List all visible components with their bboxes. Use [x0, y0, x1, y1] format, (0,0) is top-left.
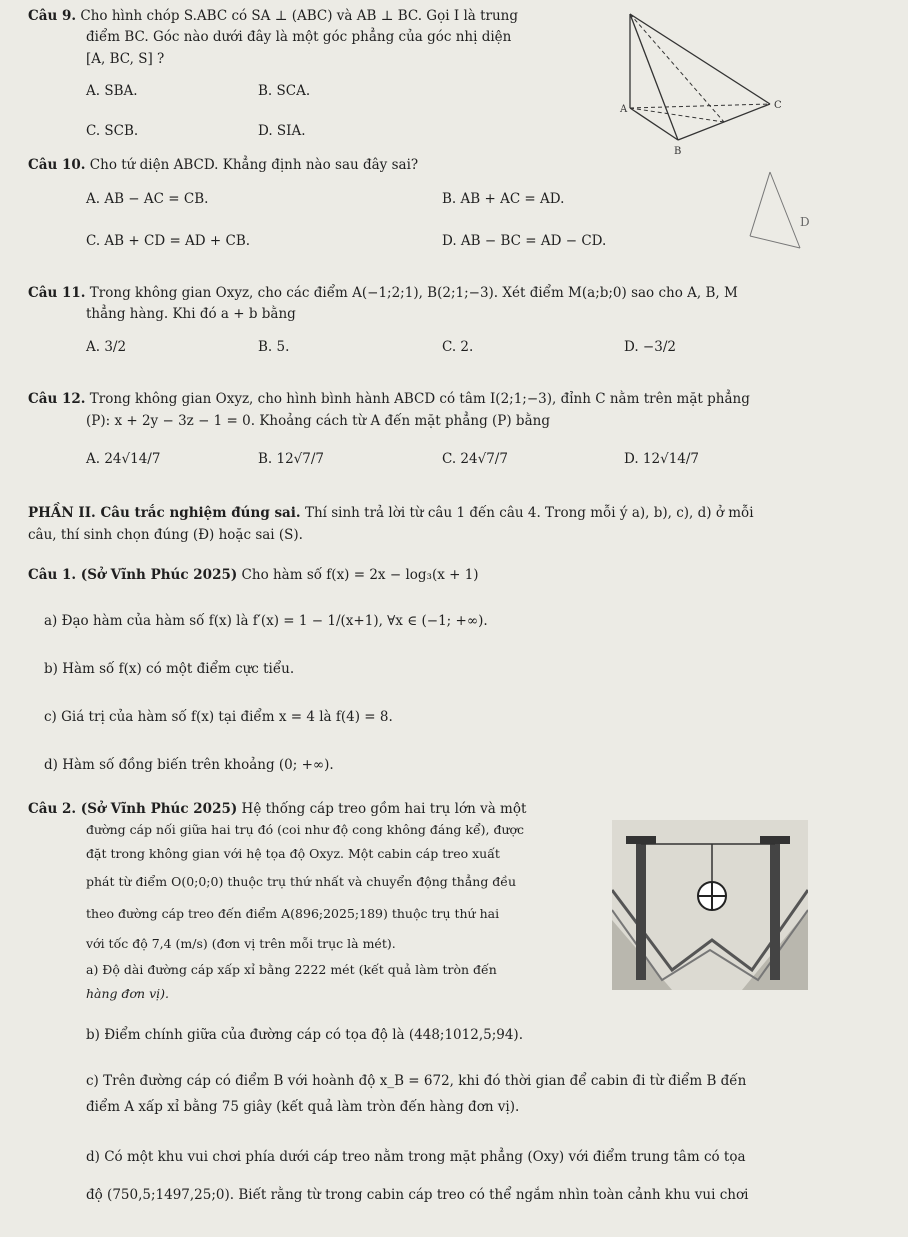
p2-statement-d-1: d) Có một khu vui chơi phía dưới cáp treo nằm trong mặt phẳng (Oxy) với điểm trung tâm có tọa: [86, 1149, 746, 1165]
q11-option-a: A. 3/2: [86, 339, 127, 355]
q9-option-d: D. SIA.: [258, 123, 306, 139]
q11-option-d: D. −3/2: [624, 339, 676, 355]
q12-option-d: D. 12√14/7: [624, 451, 700, 467]
q11-option-b: B. 5.: [258, 339, 290, 355]
q9-line1: [28, 7, 518, 25]
q12-option-b: B. 12√7/7: [258, 451, 325, 467]
part2-header: [28, 504, 754, 522]
part2-instructions: Thí sinh trả lời từ câu 1 đến câu 4. Trong mỗi ý a), b), c), d) ở mỗi: [304, 505, 754, 521]
q11-text-2: thẳng hàng. Khi đó a + b bằng: [86, 306, 296, 322]
p2-line1: [28, 800, 526, 818]
p2-text-6: với tốc độ 7,4 (m/s) (đơn vị trên mỗi trục là mét).: [86, 936, 396, 951]
p1-stem: Cho hàm số f(x) = 2x − log₃(x + 1): [241, 567, 479, 583]
svg-text:C: C: [774, 100, 782, 111]
q10-option-c: C. AB + CD = AD + CB.: [86, 233, 251, 249]
q9-option-c: C. SCB.: [86, 123, 139, 139]
p2-text-2: đường cáp nối giữa hai trụ đó (coi như độ cong không đáng kể), được: [86, 822, 525, 837]
q9-text-1: Cho hình chóp S.ABC có SA ⊥ (ABC) và AB ⊥ BC. Gọi I là trung: [80, 8, 519, 24]
q12-option-c: C. 24√7/7: [442, 451, 508, 467]
q11-line1: [28, 284, 738, 302]
q12-text-1: Trong không gian Oxyz, cho hình bình hành ABCD có tâm I(2;1;−3), đỉnh C nằm trên mặt phẳng: [89, 391, 750, 407]
q10-label: Câu 10.: [28, 157, 86, 173]
tetrahedron-figure: [730, 166, 830, 266]
q10-option-d: D. AB − BC = AD − CD.: [442, 233, 607, 249]
p2-text-3: đặt trong không gian với hệ tọa độ Oxyz. Một cabin cáp treo xuất: [86, 846, 500, 861]
svg-text:B: B: [674, 146, 682, 157]
p2-label: Câu 2. (Sở Vĩnh Phúc 2025): [28, 801, 238, 817]
q9-option-b: B. SCA.: [258, 83, 311, 99]
part2-title: PHẦN II. Câu trắc nghiệm đúng sai.: [28, 505, 301, 521]
p2-text-4: phát từ điểm O(0;0;0) thuộc trụ thứ nhất và chuyển động thẳng đều: [86, 874, 517, 889]
q9-option-a: A. SBA.: [86, 83, 138, 99]
svg-text:A: A: [620, 104, 628, 115]
q10-text: Cho tứ diện ABCD. Khẳng định nào sau đây sai?: [89, 157, 419, 173]
p2-statement-d-2: độ (750,5;1497,25;0). Biết rằng từ trong cabin cáp treo có thể ngắm nhìn toàn cảnh khu vui chơi: [86, 1187, 749, 1203]
q11-text-1: Trong không gian Oxyz, cho các điểm A(−1;2;1), B(2;1;−3). Xét điểm M(a;b;0) sao cho A, B, M: [89, 285, 738, 301]
p2-statement-c-1: c) Trên đường cáp có điểm B với hoành độ x_B = 672, khi đó thời gian để cabin đi từ điểm B đến: [86, 1073, 747, 1089]
q10-line: [28, 156, 418, 174]
p2-text-5: theo đường cáp treo đến điểm A(896;2025;189) thuộc trụ thứ hai: [86, 906, 500, 921]
p1-statement-a: a) Đạo hàm của hàm số f(x) là f′(x) = 1 − 1/(x+1), ∀x ∈ (−1; +∞).: [44, 613, 488, 629]
p2-statement-c-2: điểm A xấp xỉ bằng 75 giây (kết quả làm tròn đến hàng đơn vị).: [86, 1099, 520, 1115]
p2-text-1: Hệ thống cáp treo gồm hai trụ lớn và một: [241, 801, 527, 817]
q9-label: Câu 9.: [28, 8, 77, 24]
q12-option-a: A. 24√14/7: [86, 451, 161, 467]
p2-statement-a-2: hàng đơn vị).: [86, 986, 169, 1001]
p1-label: Câu 1. (Sở Vĩnh Phúc 2025): [28, 567, 238, 583]
svg-text:D: D: [800, 215, 810, 229]
p1-statement-b: b) Hàm số f(x) có một điểm cực tiểu.: [44, 661, 295, 677]
q9-text-3: [A, BC, S] ?: [86, 51, 165, 67]
q10-option-b: B. AB + AC = AD.: [442, 191, 565, 207]
q12-label: Câu 12.: [28, 391, 86, 407]
p2-statement-a-1: a) Độ dài đường cáp xấp xỉ bằng 2222 mét (kết quả làm tròn đến: [86, 962, 497, 977]
p2-statement-b: b) Điểm chính giữa của đường cáp có tọa độ là (448;1012,5;94).: [86, 1027, 523, 1043]
pyramid-figure: [600, 4, 800, 164]
q11-option-c: C. 2.: [442, 339, 474, 355]
cable-car-figure: [612, 820, 808, 990]
q12-text-2: (P): x + 2y − 3z − 1 = 0. Khoảng cách từ A đến mặt phẳng (P) bằng: [86, 413, 550, 429]
p1-statement-d: d) Hàm số đồng biến trên khoảng (0; +∞).: [44, 757, 334, 773]
part2-instructions-2: câu, thí sinh chọn đúng (Đ) hoặc sai (S).: [28, 527, 303, 543]
q12-line1: [28, 390, 750, 408]
q9-text-2: điểm BC. Góc nào dưới đây là một góc phẳng của góc nhị diện: [86, 29, 512, 45]
p1-line: [28, 566, 479, 584]
q11-label: Câu 11.: [28, 285, 86, 301]
q10-option-a: A. AB − AC = CB.: [86, 191, 209, 207]
p1-statement-c: c) Giá trị của hàm số f(x) tại điểm x = 4 là f(4) = 8.: [44, 709, 393, 725]
